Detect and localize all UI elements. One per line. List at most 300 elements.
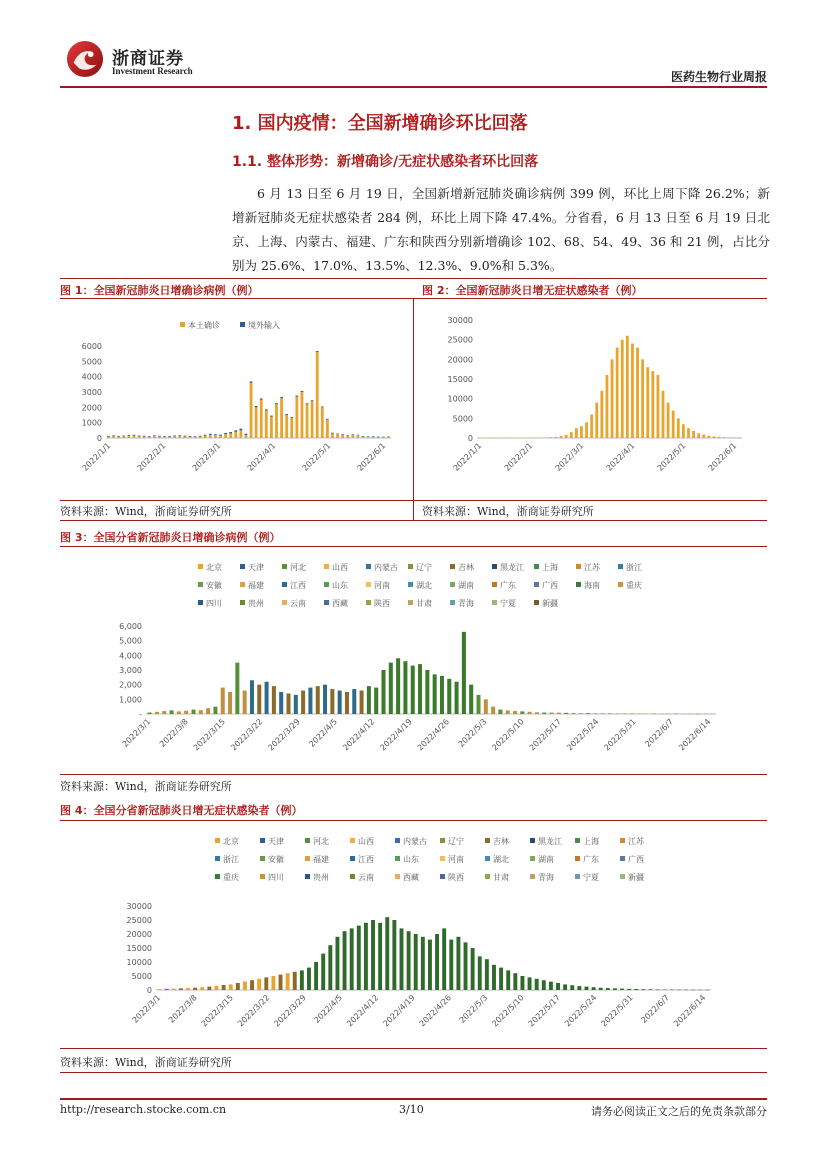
legend-swatch (215, 856, 220, 861)
bar (556, 983, 560, 990)
bar (255, 406, 258, 407)
bar (229, 433, 232, 438)
x-tick-label: 2022/5/31 (602, 717, 638, 753)
bar (493, 438, 496, 439)
bar (728, 437, 731, 438)
bar (519, 438, 522, 439)
bar (636, 348, 639, 438)
legend-swatch (575, 874, 580, 879)
x-tick-label: 2022/6/14 (677, 717, 713, 753)
y-tick-label: 25000 (126, 916, 152, 925)
bar (478, 956, 482, 990)
bar (557, 713, 561, 714)
bar (385, 917, 389, 990)
fig4-source: 资料来源：Wind，浙商证券研究所 (60, 1056, 232, 1069)
y-tick-label: 4,000 (119, 651, 142, 661)
legend-label: 福建 (248, 581, 264, 590)
bar (234, 430, 237, 432)
bar (407, 931, 411, 990)
bar (631, 344, 634, 438)
bar (239, 429, 242, 431)
bar (280, 398, 283, 438)
y-tick-label: 20000 (126, 930, 152, 939)
bar (293, 972, 297, 990)
bar (234, 432, 237, 438)
bar (345, 692, 349, 714)
bar (133, 435, 136, 436)
legend-swatch (305, 838, 310, 843)
bar (506, 710, 510, 714)
bar (222, 985, 226, 990)
bar (414, 934, 418, 990)
bar (186, 988, 190, 990)
bar (255, 407, 258, 438)
bar (697, 433, 700, 438)
bar (128, 435, 131, 436)
bar (158, 436, 161, 438)
legend-label: 河北 (290, 563, 306, 572)
fig3-title-rule (60, 546, 767, 547)
bar (687, 428, 690, 438)
x-tick-label: 2022/4/26 (415, 717, 452, 753)
x-tick-label: 2022/3/22 (236, 993, 272, 1029)
legend-label: 吉林 (493, 837, 509, 846)
legend-swatch (324, 600, 329, 605)
bar (341, 435, 344, 438)
fig1-source: 资料来源：Wind，浙商证券研究所 (60, 505, 232, 518)
legend-swatch (366, 582, 371, 587)
y-tick-label: 3000 (81, 388, 102, 397)
bar (606, 988, 610, 990)
bar (170, 710, 174, 714)
bar (178, 435, 181, 436)
legend-swatch (324, 564, 329, 569)
bar (529, 438, 532, 439)
legend-swatch (530, 874, 535, 879)
bar (570, 985, 574, 990)
bar (330, 689, 334, 714)
footer-url[interactable]: http://research.stocke.com.cn (60, 1103, 227, 1116)
legend-label: 天津 (248, 563, 264, 572)
x-tick-label: 2022/3/15 (191, 717, 228, 753)
bar (372, 436, 375, 437)
bar (498, 710, 502, 714)
bar (608, 713, 612, 714)
bar (656, 989, 660, 990)
bar (555, 437, 558, 438)
bar (326, 420, 329, 438)
legend-label: 贵州 (248, 599, 264, 608)
bar (193, 988, 197, 990)
bar (308, 688, 312, 714)
x-tick-label: 2022/3/22 (229, 717, 265, 753)
bar (286, 973, 290, 990)
bar (372, 437, 375, 438)
bar (275, 404, 278, 438)
bar (615, 713, 619, 714)
fig4-bottom-rule (60, 1072, 767, 1073)
x-tick-label: 2022/4/12 (345, 993, 381, 1029)
bar (294, 695, 298, 714)
x-tick-label: 2022/3/1 (120, 717, 153, 749)
fig4-title: 图 4：全国分省新冠肺炎日增无症状感染者（例） (60, 804, 303, 817)
bar (634, 989, 638, 990)
legend-label: 新疆 (542, 599, 558, 608)
bar (352, 689, 356, 714)
bar (323, 685, 327, 714)
bar (696, 714, 700, 715)
legend-label: 河北 (313, 837, 329, 846)
bar (346, 436, 349, 438)
legend-swatch (282, 564, 287, 569)
bar (143, 436, 146, 437)
bar (138, 436, 141, 437)
x-tick-label: 2022/6/7 (643, 717, 676, 749)
bar (360, 691, 364, 714)
y-tick-label: 0 (96, 434, 102, 443)
bar (549, 437, 552, 438)
legend-swatch (450, 600, 455, 605)
x-tick-label: 2022/4/19 (378, 717, 414, 753)
bar (396, 658, 400, 714)
legend-swatch (450, 582, 455, 587)
bar (204, 435, 207, 436)
bar (215, 986, 219, 990)
bar (306, 403, 309, 404)
legend-label: 内蒙古 (374, 563, 398, 572)
bar (592, 987, 596, 990)
bar (392, 920, 396, 990)
legend-swatch (450, 564, 455, 569)
bar (316, 351, 319, 352)
legend-swatch (492, 600, 497, 605)
legend-label: 四川 (206, 599, 222, 608)
bar (204, 436, 207, 438)
bar (641, 989, 645, 990)
x-tick-label: 2022/3/8 (157, 717, 190, 749)
bar (357, 435, 360, 438)
legend-label: 四川 (268, 873, 284, 882)
bar (623, 713, 627, 714)
bar (206, 708, 210, 714)
bar (499, 968, 503, 990)
logo-subtext: Investment Research (112, 66, 193, 76)
bar (191, 710, 195, 714)
legend-swatch (324, 582, 329, 587)
legend-label: 黑龙江 (538, 837, 562, 846)
bar (338, 691, 342, 714)
legend-label: 浙江 (626, 563, 642, 572)
bar (542, 713, 546, 714)
bar (692, 431, 695, 438)
x-tick-label: 2022/5/1 (655, 441, 688, 473)
x-tick-label: 2022/5/10 (490, 717, 526, 753)
legend-swatch (366, 600, 371, 605)
bar (219, 435, 222, 436)
bar (513, 711, 517, 714)
bar (117, 436, 120, 437)
bar (403, 661, 407, 714)
bar (520, 976, 524, 990)
bar (270, 417, 273, 438)
bar (239, 430, 242, 438)
bar (307, 968, 311, 990)
bar (245, 434, 248, 435)
x-tick-label: 2022/5/1 (300, 441, 333, 473)
legend-label: 河南 (374, 581, 390, 590)
y-tick-label: 6,000 (119, 622, 142, 631)
bar (593, 713, 597, 714)
legend-swatch (485, 838, 490, 843)
legend-label: 辽宁 (416, 563, 432, 572)
bar (153, 436, 156, 438)
bar (250, 680, 254, 714)
bar (718, 437, 721, 438)
legend-swatch (618, 564, 623, 569)
bar (652, 714, 656, 715)
y-tick-label: 3,000 (119, 666, 142, 675)
x-tick-label: 2022/5/3 (457, 993, 490, 1025)
bar (270, 416, 273, 417)
bar (321, 406, 324, 407)
bar (367, 686, 371, 714)
legend-swatch (575, 856, 580, 861)
legend-label: 北京 (223, 837, 239, 846)
x-tick-label: 2022/4/5 (307, 717, 340, 749)
bar (627, 989, 631, 990)
bar (666, 714, 670, 715)
legend-swatch (408, 600, 413, 605)
bar (224, 433, 227, 434)
bar (471, 948, 475, 990)
legend-label: 陕西 (448, 873, 464, 882)
bar (213, 707, 217, 714)
fig-column-divider (413, 298, 414, 520)
legend-swatch (534, 564, 539, 569)
fig3-title: 图 3：全国分省新冠肺炎日增确诊病例（例） (60, 531, 281, 544)
x-tick-label: 2022/5/17 (527, 717, 564, 753)
bar (199, 436, 202, 437)
legend-swatch (530, 856, 535, 861)
x-tick-label: 2022/3/29 (266, 717, 302, 753)
bar (350, 928, 354, 990)
legend-label: 境外输入 (248, 321, 280, 330)
bar (301, 391, 304, 392)
bar (367, 437, 370, 438)
y-tick-label: 5,000 (119, 636, 142, 646)
x-tick-label: 2022/4/1 (245, 441, 278, 473)
legend-swatch (350, 838, 355, 843)
legend-label: 西藏 (403, 873, 419, 882)
bar (433, 674, 437, 714)
bar (173, 436, 176, 437)
bar (285, 414, 288, 415)
bar (513, 973, 517, 990)
x-tick-label: 2022/3/15 (199, 993, 236, 1029)
logo-text: 浙商证券 (112, 49, 184, 69)
bar (343, 931, 347, 990)
bar (476, 695, 480, 714)
y-tick-label: 1,000 (119, 695, 142, 705)
legend-swatch (350, 874, 355, 879)
bar (321, 407, 324, 438)
x-tick-label: 2022/2/1 (135, 441, 168, 473)
legend-swatch (260, 856, 265, 861)
bar (483, 438, 486, 439)
fig3-source: 资料来源：Wind，浙商证券研究所 (60, 780, 232, 793)
legend-label: 青海 (458, 599, 474, 608)
bar (235, 663, 239, 714)
bar (306, 404, 309, 438)
bar (600, 391, 603, 438)
fig-source-rule (60, 500, 767, 501)
bar (702, 434, 705, 438)
bar (382, 437, 385, 438)
legend-swatch (440, 856, 445, 861)
bar (351, 434, 354, 435)
bar (560, 436, 563, 438)
legend-swatch (534, 600, 539, 605)
bar (257, 685, 261, 714)
bar (421, 937, 425, 990)
bar (300, 970, 304, 990)
bar (382, 437, 385, 438)
bar (520, 711, 524, 714)
bar (272, 686, 276, 714)
bar (435, 934, 439, 990)
bar (535, 712, 539, 714)
legend-label: 宁夏 (583, 873, 599, 882)
legend-swatch (408, 564, 413, 569)
bar (425, 670, 429, 714)
bar (563, 984, 567, 990)
legend-swatch (260, 874, 265, 879)
bar (585, 422, 588, 438)
bar (295, 397, 298, 438)
legend-label: 上海 (542, 563, 558, 572)
bar (271, 976, 275, 990)
fig2-source: 资料来源：Wind，浙商证券研究所 (422, 505, 594, 518)
bar (250, 383, 253, 438)
legend-label: 广东 (500, 581, 516, 590)
fig-bottom-rule (60, 520, 767, 521)
bar (377, 437, 380, 438)
legend-swatch (240, 582, 245, 587)
bar (651, 371, 654, 438)
legend-swatch (534, 582, 539, 587)
bar (158, 436, 161, 437)
legend-label: 福建 (313, 855, 329, 864)
x-tick-label: 2022/3/8 (166, 993, 199, 1025)
bar (514, 438, 517, 439)
bar (389, 663, 393, 714)
bar (485, 959, 489, 990)
bar (250, 980, 254, 990)
legend-label: 天津 (268, 837, 284, 846)
y-tick-label: 0 (146, 986, 152, 995)
bar (112, 436, 115, 438)
bar (321, 954, 325, 990)
legend-label: 北京 (206, 563, 222, 572)
y-tick-label: 30000 (126, 902, 152, 911)
bar (418, 664, 422, 714)
body-paragraph: 6 月 13 日至 6 月 19 日，全国新增新冠肺炎确诊病例 399 例，环比上周下降 26.2%；新增新冠肺炎无症状感染者 284 例，环比上周下降 47.4%。分省看，6 月 13 日至 6 月 19 日北京、上海、内蒙古、福建、广东和陕西分别新增确诊 102、68、54、49、36 和 21 例，占比分别为 25.6%、17.0%、13.5%、12.3%、9.0%和 5.3%。 (232, 186, 770, 273)
bar (611, 359, 614, 438)
legend-label: 江苏 (628, 837, 644, 846)
legend-label: 西藏 (332, 599, 348, 608)
bar (698, 990, 702, 991)
bar (367, 436, 370, 437)
bar (228, 692, 232, 714)
bar (601, 713, 605, 714)
bar (428, 940, 432, 990)
legend-swatch (408, 582, 413, 587)
legend-swatch (305, 856, 310, 861)
legend-label: 安徽 (268, 855, 284, 864)
bar (705, 990, 709, 991)
legend-swatch (618, 582, 623, 587)
legend-label: 广西 (542, 581, 558, 590)
bar (733, 438, 736, 439)
legend-swatch (530, 838, 535, 843)
bar (509, 438, 512, 439)
bar (637, 713, 641, 714)
bar (162, 711, 166, 714)
bar (316, 352, 319, 438)
bar (672, 410, 675, 438)
bar (488, 438, 491, 439)
bar (571, 713, 575, 714)
bar (590, 414, 593, 438)
bar (209, 435, 212, 438)
bar (478, 438, 481, 439)
bar (667, 403, 670, 438)
bar (469, 685, 473, 714)
bar (579, 713, 583, 714)
legend-swatch (485, 874, 490, 879)
bar (311, 401, 314, 438)
bar (275, 403, 278, 404)
bar (265, 410, 268, 438)
bar (357, 926, 361, 990)
fig3-chart (60, 552, 767, 770)
legend-label: 新疆 (628, 873, 644, 882)
footer-divider (60, 1098, 767, 1100)
bar (442, 928, 446, 990)
bar (173, 436, 176, 438)
x-tick-label: 2022/4/19 (381, 993, 417, 1029)
bar (183, 436, 186, 438)
legend-swatch (215, 838, 220, 843)
bar (371, 920, 375, 990)
bar (260, 400, 263, 438)
bar (663, 989, 667, 990)
legend-swatch (366, 564, 371, 569)
bar (447, 679, 451, 714)
report-type: 医药生物行业周报 (670, 70, 767, 84)
bar (620, 989, 624, 990)
bar (684, 990, 688, 991)
y-tick-label: 4000 (81, 372, 102, 382)
bar (163, 436, 166, 437)
legend-label: 云南 (290, 599, 306, 608)
bar (279, 975, 283, 990)
bar (381, 670, 385, 714)
bar (575, 428, 578, 438)
legend-label: 重庆 (223, 873, 239, 882)
bar (331, 433, 334, 438)
bar (316, 686, 320, 714)
